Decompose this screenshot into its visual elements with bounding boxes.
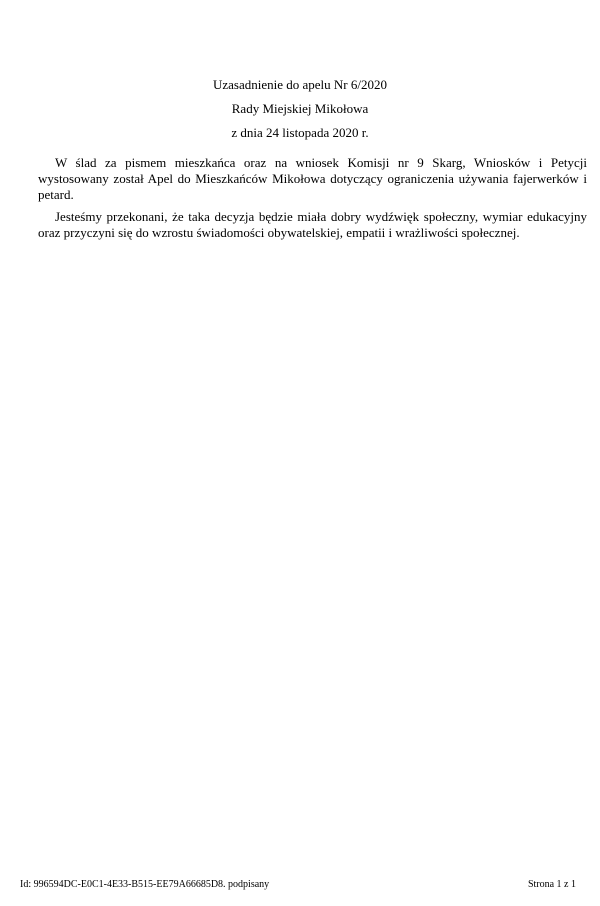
document-issuer: Rady Miejskiej Mikołowa bbox=[231, 101, 369, 116]
document-title: Uzasadnienie do apelu Nr 6/2020 bbox=[212, 77, 387, 92]
document-date: z dnia 24 listopada 2020 r. bbox=[231, 125, 369, 140]
footer-page-number: Strona 1 z 1 bbox=[527, 879, 576, 890]
paragraph-2 bbox=[38, 209, 587, 241]
paragraph-1 bbox=[38, 155, 587, 203]
paragraph-2-text: Jesteśmy przekonani, że taka decyzja będzie miała dobry wydźwięk społeczny, wymiar edukacyjny oraz przyczyni się do wzrostu świadomości obywatelskiej, empatii i wrażliwości społecznej. bbox=[38, 209, 587, 240]
paragraph-1-text: W ślad za pismem mieszkańca oraz na wniosek Komisji nr 9 Skarg, Wniosków i Petycji wystosowany został Apel do Mieszkańców Mikołowa dotyczący ograniczenia używania fajerwerków i petard. bbox=[38, 155, 587, 202]
footer-document-id: Id: 996594DC-E0C1-4E33-B515-EE79A66685D8. podpisany bbox=[20, 879, 270, 890]
